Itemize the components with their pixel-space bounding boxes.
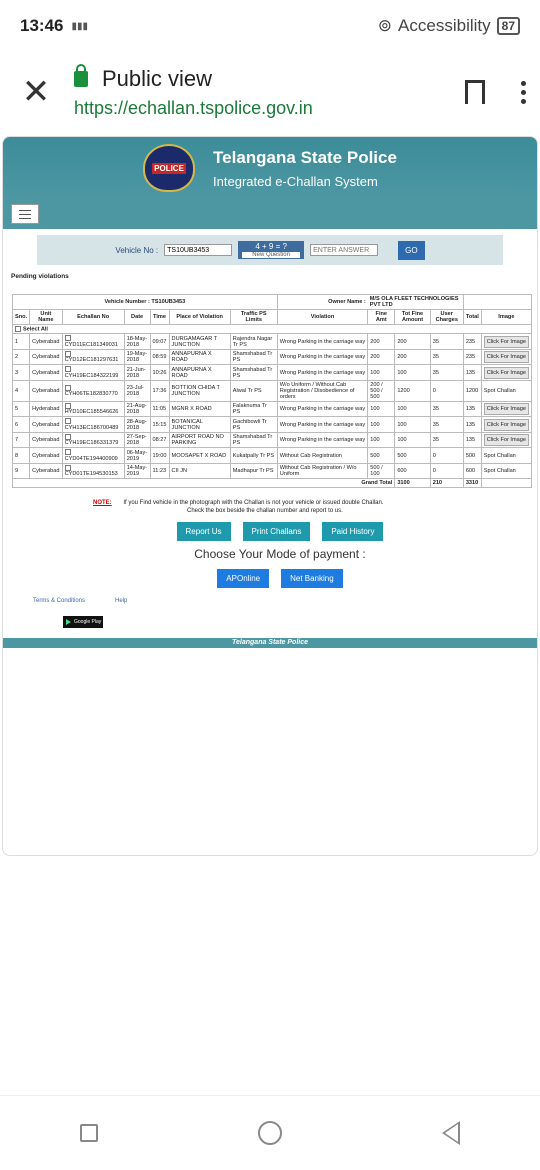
col-traffic-ps: Kukatpally Tr PS bbox=[230, 448, 277, 463]
click-for-image-button[interactable]: Click For Image bbox=[484, 403, 529, 415]
col-user-charges-header: User Charges bbox=[430, 310, 463, 325]
col-date: 28-Aug-2018 bbox=[124, 417, 150, 432]
col-fine-amt: 200 bbox=[368, 334, 395, 349]
table-row bbox=[13, 334, 532, 349]
row-checkbox[interactable] bbox=[65, 335, 71, 341]
echallan-no: HYD10EC185546626 bbox=[64, 409, 119, 416]
captcha-answer-input[interactable] bbox=[310, 244, 378, 256]
violations-table bbox=[12, 294, 532, 488]
col-time: 17:36 bbox=[150, 380, 169, 401]
col-fine-amt: 100 bbox=[368, 365, 395, 380]
spot-challan-label: Spot Challan bbox=[483, 387, 516, 394]
site-title: Telangana State Police bbox=[213, 147, 397, 167]
col-time-header: Time bbox=[150, 310, 169, 325]
col-date: 19-May-2018 bbox=[124, 349, 150, 364]
aponline-button[interactable]: APOnline bbox=[217, 569, 269, 588]
col-total-header: Total bbox=[463, 310, 481, 325]
col-traffic-ps: Shamshabad Tr PS bbox=[230, 432, 277, 447]
col-place: AIRPORT ROAD NO PARKING bbox=[169, 432, 230, 447]
clock: 13:46 bbox=[20, 16, 64, 35]
col-tot-fine: 1200 bbox=[395, 380, 430, 401]
grand-total-amount: 3310 bbox=[463, 479, 481, 488]
col-sno: 7 bbox=[13, 432, 30, 447]
col-unit-name: Cyberabad bbox=[30, 334, 62, 349]
status-bar bbox=[0, 0, 540, 52]
table-row bbox=[13, 401, 532, 416]
col-violation: Wrong Parking in the carriage way bbox=[277, 334, 368, 349]
col-traffic-ps: Madhapur Tr PS bbox=[230, 463, 277, 478]
col-tot-fine: 200 bbox=[395, 334, 430, 349]
table-row bbox=[13, 463, 532, 478]
android-navbar bbox=[0, 1095, 540, 1170]
col-violation: Wrong Parking in the carriage way bbox=[277, 401, 368, 416]
click-for-image-button[interactable]: Click For Image bbox=[484, 351, 529, 363]
accessibility-label: Accessibility bbox=[398, 16, 491, 35]
col-unit-name: Cyberabad bbox=[30, 448, 62, 463]
col-traffic-ps: Gachibowli Tr PS bbox=[230, 417, 277, 432]
hamburger-menu-icon[interactable] bbox=[11, 204, 39, 224]
row-checkbox[interactable] bbox=[65, 366, 71, 372]
row-checkbox[interactable] bbox=[65, 385, 71, 391]
row-checkbox[interactable] bbox=[65, 434, 71, 440]
row-checkbox[interactable] bbox=[65, 418, 71, 424]
col-unit-name-header: Unit Name bbox=[30, 310, 62, 325]
menu-row bbox=[3, 199, 537, 229]
col-tot-fine: 200 bbox=[395, 349, 430, 364]
select-all-row: Select All bbox=[13, 325, 532, 334]
footer-bar: Telangana State Police bbox=[3, 638, 537, 648]
vehicle-number-header: Vehicle Number : TS10UB3453 bbox=[13, 295, 278, 310]
note bbox=[93, 500, 537, 514]
col-user-charges: 0 bbox=[430, 448, 463, 463]
col-traffic-ps: Shamshabad Tr PS bbox=[230, 349, 277, 364]
col-tot-fine: 100 bbox=[395, 417, 430, 432]
col-violation-header: Violation bbox=[277, 310, 368, 325]
col-user-charges: 35 bbox=[430, 349, 463, 364]
captcha-question: 4 + 9 = ? bbox=[255, 242, 287, 251]
echallan-no: CYH06TE182830770 bbox=[64, 391, 118, 398]
home-icon[interactable] bbox=[258, 1121, 282, 1145]
col-unit-name: Hyderabad bbox=[30, 401, 62, 416]
col-sno: 4 bbox=[13, 380, 30, 401]
col-user-charges: 35 bbox=[430, 401, 463, 416]
col-time: 11:05 bbox=[150, 401, 169, 416]
col-traffic-ps: Alwal Tr PS bbox=[230, 380, 277, 401]
col-fine-amt: 200 bbox=[368, 349, 395, 364]
col-user-charges: 35 bbox=[430, 417, 463, 432]
echallan-no: CYH13EC186700489 bbox=[64, 424, 119, 431]
col-violation: Wrong Parking in the carriage way bbox=[277, 432, 368, 447]
note-label: NOTE: bbox=[93, 500, 112, 507]
row-checkbox[interactable] bbox=[65, 465, 71, 471]
table-row bbox=[13, 365, 532, 380]
col-fine-amt: 500 bbox=[368, 448, 395, 463]
col-date: 18-May-2018 bbox=[124, 334, 150, 349]
owner-name-value: M/S OLA FLEET TECHNOLOGIES PVT LTD bbox=[368, 295, 464, 310]
col-total: 135 bbox=[463, 365, 481, 380]
col-date-header: Date bbox=[124, 310, 150, 325]
col-unit-name: Cyberabad bbox=[30, 349, 62, 364]
col-unit-name: Cyberabad bbox=[30, 417, 62, 432]
table-row bbox=[13, 349, 532, 364]
col-fine-amt: 200 / 500 / 500 bbox=[368, 380, 395, 401]
action-buttons bbox=[23, 522, 537, 541]
report-us-button[interactable]: Report Us bbox=[177, 522, 231, 541]
note-line-2: Check the box beside the challan number and report to us. bbox=[187, 508, 343, 515]
grand-total-user: 210 bbox=[430, 479, 463, 488]
col-fine-amt: 500 / 100 bbox=[368, 463, 395, 478]
battery-icon: 87 bbox=[497, 17, 520, 35]
col-user-charges: 0 bbox=[430, 463, 463, 478]
col-place: DURGAMAGAR T JUNCTION bbox=[169, 334, 230, 349]
col-place: ANNAPURNA X ROAD bbox=[169, 349, 230, 364]
col-traffic-ps: Falaknuma Tr PS bbox=[230, 401, 277, 416]
col-place: MOOSAPET X ROAD bbox=[169, 448, 230, 463]
col-fine-amt-header: Fine Amt bbox=[368, 310, 395, 325]
payment-buttons bbox=[23, 569, 537, 588]
footer-links bbox=[33, 598, 537, 604]
col-violation: Without Cab Registration bbox=[277, 448, 368, 463]
grand-total-fine: 3100 bbox=[395, 479, 430, 488]
col-violation: W/o Uniform / Without Cab Registration / Disobedience of orders bbox=[277, 380, 368, 401]
col-violation: Wrong Parking in the carriage way bbox=[277, 417, 368, 432]
col-date: 23-Jul-2018 bbox=[124, 380, 150, 401]
echallan-no: CYH19EC186331379 bbox=[64, 440, 119, 447]
table-row bbox=[13, 380, 532, 401]
vehicle-search-bar bbox=[37, 235, 503, 265]
table-row bbox=[13, 432, 532, 447]
spot-challan-label: Spot Challan bbox=[483, 452, 516, 459]
col-total: 1200 bbox=[463, 380, 481, 401]
col-place: CII JN bbox=[169, 463, 230, 478]
click-for-image-button[interactable]: Click For Image bbox=[484, 419, 529, 431]
web-page bbox=[2, 136, 538, 856]
col-user-charges: 0 bbox=[430, 380, 463, 401]
note-line-1: If you Find vehicle in the photograph with the Challan is not your vehicle or issued double Challan. bbox=[123, 500, 384, 507]
col-unit-name: Cyberabad bbox=[30, 432, 62, 447]
col-total: 135 bbox=[463, 432, 481, 447]
paid-history-button[interactable]: Paid History bbox=[322, 522, 383, 541]
col-fine-amt: 100 bbox=[368, 432, 395, 447]
col-traffic-ps-header: Traffic PS Limits bbox=[230, 310, 277, 325]
column-header-row bbox=[13, 310, 532, 325]
terms-link[interactable]: Terms & Conditions bbox=[33, 598, 86, 605]
vehicle-no-label: Vehicle No : bbox=[115, 245, 159, 255]
col-time: 08:59 bbox=[150, 349, 169, 364]
echallan-no: CYD12EC181297631 bbox=[64, 357, 119, 364]
col-user-charges: 35 bbox=[430, 432, 463, 447]
col-sno: 9 bbox=[13, 463, 30, 478]
col-total: 235 bbox=[463, 334, 481, 349]
col-total: 500 bbox=[463, 448, 481, 463]
click-for-image-button[interactable]: Click For Image bbox=[484, 336, 529, 348]
col-place: MGNR X ROAD bbox=[169, 401, 230, 416]
grand-total-label: Grand Total bbox=[13, 479, 395, 488]
col-time: 10:26 bbox=[150, 365, 169, 380]
col-time: 15:15 bbox=[150, 417, 169, 432]
col-place-header: Place of Violation bbox=[169, 310, 230, 325]
col-time: 11:23 bbox=[150, 463, 169, 478]
table-row bbox=[13, 448, 532, 463]
col-tot-fine: 600 bbox=[395, 463, 430, 478]
click-for-image-button[interactable]: Click For Image bbox=[484, 434, 529, 446]
print-challans-button[interactable]: Print Challans bbox=[243, 522, 311, 541]
col-sno: 5 bbox=[13, 401, 30, 416]
col-place: BOTTION CHIDA T JUNCTION bbox=[169, 380, 230, 401]
row-checkbox[interactable] bbox=[65, 351, 71, 357]
echallan-no: CYD04TE194400909 bbox=[64, 455, 118, 462]
col-date: 21-Jun-2018 bbox=[124, 365, 150, 380]
col-date: 27-Sep-2018 bbox=[124, 432, 150, 447]
browser-toolbar bbox=[0, 52, 540, 132]
col-sno-header: Sno. bbox=[13, 310, 30, 325]
violation-rows bbox=[13, 334, 532, 479]
net-banking-button[interactable]: Net Banking bbox=[281, 569, 343, 588]
payment-mode-title: Choose Your Mode of payment : bbox=[194, 547, 366, 562]
spot-challan-label: Spot Challan bbox=[483, 468, 516, 475]
go-button[interactable]: GO bbox=[398, 241, 424, 260]
help-link[interactable]: Help bbox=[115, 598, 128, 605]
col-sno: 3 bbox=[13, 365, 30, 380]
col-time: 08:27 bbox=[150, 432, 169, 447]
select-all-checkbox[interactable] bbox=[15, 326, 21, 332]
col-unit-name: Cyberabad bbox=[30, 365, 62, 380]
col-sno: 2 bbox=[13, 349, 30, 364]
recents-icon[interactable] bbox=[80, 1124, 98, 1142]
more-menu-icon[interactable] bbox=[521, 81, 526, 104]
col-total: 235 bbox=[463, 349, 481, 364]
site-banner bbox=[3, 137, 537, 199]
col-traffic-ps: Shamshabad Tr PS bbox=[230, 365, 277, 380]
captcha-box bbox=[238, 241, 304, 259]
col-total: 135 bbox=[463, 417, 481, 432]
play-icon bbox=[66, 619, 71, 625]
col-total: 600 bbox=[463, 463, 481, 478]
site-subtitle: Integrated e-Challan System bbox=[213, 173, 378, 189]
echallan-no: CYH19EC184322199 bbox=[64, 372, 119, 379]
close-icon[interactable]: ✕ bbox=[21, 73, 51, 111]
echallan-no: CYD11EC181349031 bbox=[64, 341, 118, 348]
row-checkbox[interactable] bbox=[65, 449, 71, 455]
col-user-charges: 35 bbox=[430, 334, 463, 349]
col-date: 06-May-2019 bbox=[124, 448, 150, 463]
col-unit-name: Cyberabad bbox=[30, 463, 62, 478]
col-place: BOTANICAL JUNCTION bbox=[169, 417, 230, 432]
col-fine-amt: 100 bbox=[368, 417, 395, 432]
col-tot-fine: 100 bbox=[395, 401, 430, 416]
col-date: 14-May-2019 bbox=[124, 463, 150, 478]
col-time: 19:00 bbox=[150, 448, 169, 463]
col-violation: Wrong Parking in the carriage way bbox=[277, 349, 368, 364]
vehicle-no-input[interactable] bbox=[164, 244, 232, 256]
table-row bbox=[13, 417, 532, 432]
click-for-image-button[interactable]: Click For Image bbox=[484, 367, 529, 379]
row-checkbox[interactable] bbox=[65, 403, 71, 409]
col-tot-fine: 100 bbox=[395, 432, 430, 447]
col-total: 135 bbox=[463, 401, 481, 416]
pending-violations-label: Pending violations bbox=[11, 273, 69, 280]
new-question-link[interactable]: New Question bbox=[242, 252, 300, 258]
accessibility-icon: ⊚ bbox=[377, 16, 393, 35]
col-echallan-no-header: Echallan No bbox=[62, 310, 124, 325]
signal-icon: ▮▮▮ bbox=[71, 20, 88, 32]
echallan-no: CYD01TE194530153 bbox=[64, 471, 118, 478]
col-fine-amt: 100 bbox=[368, 401, 395, 416]
col-tot-fine: 100 bbox=[395, 365, 430, 380]
col-sno: 1 bbox=[13, 334, 30, 349]
page-title: Public view bbox=[102, 65, 213, 91]
col-sno: 8 bbox=[13, 448, 30, 463]
col-sno: 6 bbox=[13, 417, 30, 432]
col-unit-name: Cyberabad bbox=[30, 380, 62, 401]
police-logo: POLICE bbox=[143, 144, 195, 192]
col-image-header: Image bbox=[481, 310, 531, 325]
lock-icon bbox=[74, 71, 88, 87]
col-user-charges: 35 bbox=[430, 365, 463, 380]
col-tot-fine-header: Tot Fine Amount bbox=[395, 310, 430, 325]
bookmark-icon[interactable] bbox=[465, 80, 485, 104]
google-play-badge[interactable]: Google Play bbox=[63, 616, 103, 628]
col-violation: Wrong Parking in the carriage way bbox=[277, 365, 368, 380]
col-place: ANNAPURNA X ROAD bbox=[169, 365, 230, 380]
back-icon[interactable] bbox=[442, 1121, 460, 1145]
col-time: 09:07 bbox=[150, 334, 169, 349]
owner-name-label: Owner Name : bbox=[277, 295, 368, 310]
col-traffic-ps: Rajendra Nagar Tr PS bbox=[230, 334, 277, 349]
page-url: https://echallan.tspolice.gov.in bbox=[74, 97, 313, 118]
col-violation: Without Cab Registration / W/o Uniform bbox=[277, 463, 368, 478]
col-date: 21-Aug-2018 bbox=[124, 401, 150, 416]
col-tot-fine: 500 bbox=[395, 448, 430, 463]
address-info[interactable] bbox=[58, 66, 465, 119]
